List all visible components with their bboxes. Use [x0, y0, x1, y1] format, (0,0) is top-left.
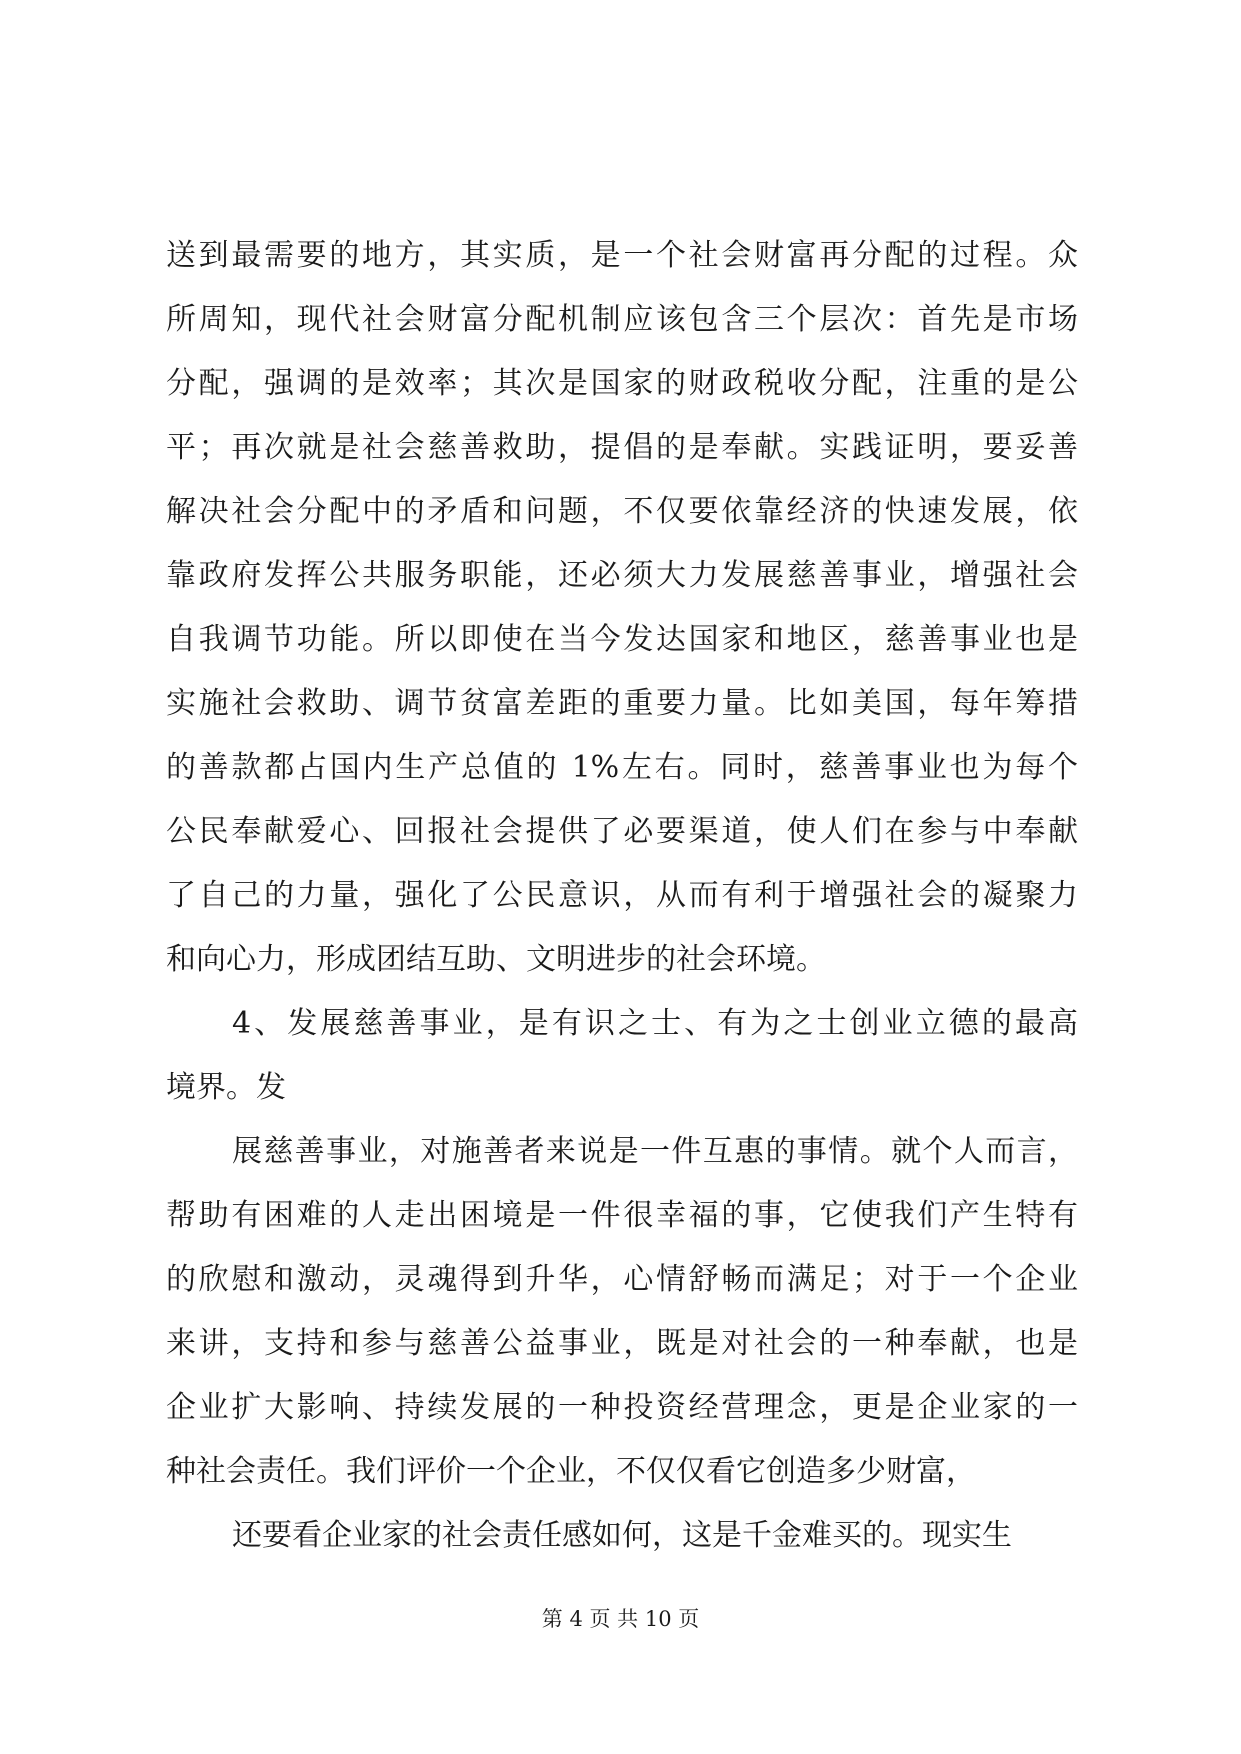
text-line: 的善款都占国内生产总值的 1%左右。同时，慈善事业也为每个: [166, 750, 1078, 785]
text-line: 的欣慰和激动，灵魂得到升华，心情舒畅而满足；对于一个企业: [166, 1262, 1078, 1297]
section-heading-line: 境界。发: [166, 1070, 286, 1105]
section-heading-line: 4、发展慈善事业，是有识之士、有为之士创业立德的最高: [232, 1006, 1078, 1041]
text-line: 帮助有困难的人走出困境是一件很幸福的事，它使我们产生特有: [166, 1198, 1078, 1233]
text-line: 自我调节功能。所以即使在当今发达国家和地区，慈善事业也是: [166, 622, 1078, 657]
body-text: [166, 224, 1078, 1568]
text-line: 企业扩大影响、持续发展的一种投资经营理念，更是企业家的一: [166, 1390, 1078, 1425]
text-line: 分配，强调的是效率；其次是国家的财政税收分配，注重的是公: [166, 366, 1078, 401]
text-line: 来讲，支持和参与慈善公益事业，既是对社会的一种奉献，也是: [166, 1326, 1078, 1361]
text-line: 公民奉献爱心、回报社会提供了必要渠道，使人们在参与中奉献: [166, 814, 1078, 849]
text-line: 平；再次就是社会慈善救助，提倡的是奉献。实践证明，要妥善: [166, 430, 1078, 465]
text-line: 展慈善事业，对施善者来说是一件互惠的事情。就个人而言，: [232, 1134, 1078, 1169]
text-line: 解决社会分配中的矛盾和问题，不仅要依靠经济的快速发展，依: [166, 494, 1078, 529]
text-line: 所周知，现代社会财富分配机制应该包含三个层次：首先是市场: [166, 302, 1078, 337]
text-line: 种社会责任。我们评价一个企业，不仅仅看它创造多少财富，: [166, 1454, 976, 1489]
text-line: 实施社会救助、调节贫富差距的重要力量。比如美国，每年筹措: [166, 686, 1078, 721]
text-line: 送到最需要的地方，其实质，是一个社会财富再分配的过程。众: [166, 238, 1078, 273]
text-line: 靠政府发挥公共服务职能，还必须大力发展慈善事业，增强社会: [166, 558, 1078, 593]
text-line: 和向心力，形成团结互助、文明进步的社会环境。: [166, 942, 826, 977]
text-line: 还要看企业家的社会责任感如何，这是千金难买的。现实生: [232, 1518, 1012, 1553]
text-line: 了自己的力量，强化了公民意识，从而有利于增强社会的凝聚力: [166, 878, 1078, 913]
page-number-footer: 第 4 页 共 10 页: [541, 1607, 700, 1631]
